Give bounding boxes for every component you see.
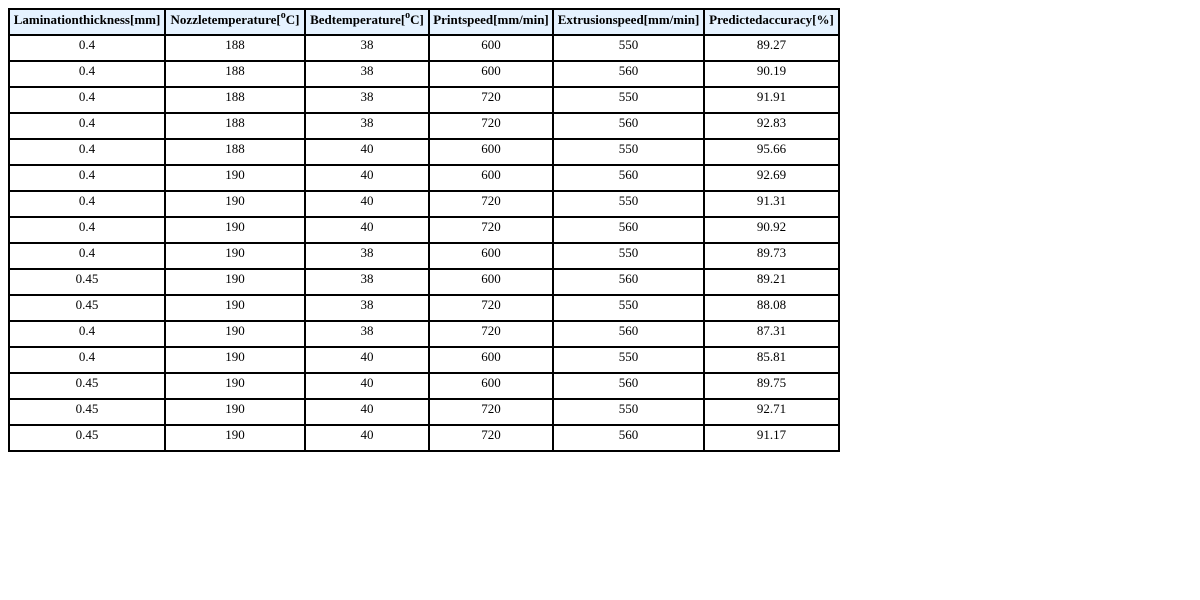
header-bed-temperature-post: C] <box>410 12 424 27</box>
cell-nozzle-temperature: 190 <box>165 321 305 347</box>
table-body <box>9 35 839 451</box>
header-bed-temperature-sup: o <box>405 9 411 21</box>
cell-nozzle-temperature: 190 <box>165 295 305 321</box>
cell-lamination-thickness: 0.45 <box>9 425 165 451</box>
table-row <box>9 321 839 347</box>
header-nozzle-temperature <box>165 9 305 35</box>
cell-bed-temperature: 40 <box>305 399 429 425</box>
table-row <box>9 269 839 295</box>
table-row <box>9 243 839 269</box>
header-print-speed <box>429 9 553 35</box>
cell-bed-temperature: 40 <box>305 165 429 191</box>
cell-bed-temperature: 40 <box>305 373 429 399</box>
cell-nozzle-temperature: 188 <box>165 61 305 87</box>
cell-predicted-accuracy: 87.31 <box>704 321 839 347</box>
header-predicted-accuracy <box>704 9 839 35</box>
cell-bed-temperature: 38 <box>305 321 429 347</box>
cell-lamination-thickness: 0.45 <box>9 295 165 321</box>
cell-extrusion-speed: 560 <box>553 269 704 295</box>
header-extrusion-speed-text: Extrusionspeed[mm/min] <box>557 12 700 27</box>
cell-nozzle-temperature: 190 <box>165 399 305 425</box>
cell-predicted-accuracy: 95.66 <box>704 139 839 165</box>
cell-nozzle-temperature: 188 <box>165 87 305 113</box>
table-row <box>9 113 839 139</box>
table-row <box>9 139 839 165</box>
cell-lamination-thickness: 0.4 <box>9 243 165 269</box>
table-row <box>9 399 839 425</box>
header-bed-temperature-pre: Bedtemperature[ <box>310 12 406 27</box>
header-nozzle-temperature-post: C] <box>285 12 300 27</box>
header-extrusion-speed <box>553 9 704 35</box>
cell-lamination-thickness: 0.4 <box>9 347 165 373</box>
cell-extrusion-speed: 560 <box>553 165 704 191</box>
cell-nozzle-temperature: 190 <box>165 217 305 243</box>
table-row <box>9 295 839 321</box>
cell-print-speed: 720 <box>429 425 553 451</box>
cell-extrusion-speed: 560 <box>553 373 704 399</box>
cell-extrusion-speed: 560 <box>553 113 704 139</box>
header-bed-temperature <box>305 9 429 35</box>
cell-extrusion-speed: 550 <box>553 35 704 61</box>
cell-print-speed: 720 <box>429 113 553 139</box>
cell-lamination-thickness: 0.4 <box>9 61 165 87</box>
cell-extrusion-speed: 560 <box>553 425 704 451</box>
cell-lamination-thickness: 0.4 <box>9 35 165 61</box>
cell-predicted-accuracy: 89.21 <box>704 269 839 295</box>
table-row <box>9 35 839 61</box>
cell-print-speed: 600 <box>429 61 553 87</box>
cell-bed-temperature: 38 <box>305 61 429 87</box>
cell-bed-temperature: 38 <box>305 113 429 139</box>
cell-extrusion-speed: 550 <box>553 347 704 373</box>
cell-print-speed: 720 <box>429 217 553 243</box>
cell-nozzle-temperature: 190 <box>165 165 305 191</box>
cell-predicted-accuracy: 91.91 <box>704 87 839 113</box>
table-row <box>9 191 839 217</box>
cell-predicted-accuracy: 90.92 <box>704 217 839 243</box>
cell-bed-temperature: 38 <box>305 295 429 321</box>
cell-bed-temperature: 40 <box>305 217 429 243</box>
cell-nozzle-temperature: 190 <box>165 347 305 373</box>
cell-nozzle-temperature: 190 <box>165 269 305 295</box>
cell-print-speed: 600 <box>429 347 553 373</box>
cell-predicted-accuracy: 89.73 <box>704 243 839 269</box>
cell-lamination-thickness: 0.45 <box>9 373 165 399</box>
table-row <box>9 373 839 399</box>
cell-predicted-accuracy: 88.08 <box>704 295 839 321</box>
cell-print-speed: 720 <box>429 399 553 425</box>
cell-predicted-accuracy: 92.83 <box>704 113 839 139</box>
cell-print-speed: 720 <box>429 191 553 217</box>
cell-predicted-accuracy: 92.71 <box>704 399 839 425</box>
table-row <box>9 217 839 243</box>
cell-print-speed: 600 <box>429 373 553 399</box>
cell-lamination-thickness: 0.4 <box>9 321 165 347</box>
cell-extrusion-speed: 550 <box>553 295 704 321</box>
cell-lamination-thickness: 0.45 <box>9 399 165 425</box>
table-row <box>9 165 839 191</box>
cell-predicted-accuracy: 92.69 <box>704 165 839 191</box>
cell-nozzle-temperature: 188 <box>165 139 305 165</box>
cell-lamination-thickness: 0.4 <box>9 165 165 191</box>
table-row <box>9 347 839 373</box>
cell-nozzle-temperature: 188 <box>165 35 305 61</box>
header-nozzle-temperature-sup: o <box>280 9 286 21</box>
cell-extrusion-speed: 550 <box>553 243 704 269</box>
cell-extrusion-speed: 550 <box>553 191 704 217</box>
cell-predicted-accuracy: 90.19 <box>704 61 839 87</box>
data-table <box>8 8 840 452</box>
data-table-container <box>8 8 840 452</box>
cell-bed-temperature: 40 <box>305 347 429 373</box>
cell-nozzle-temperature: 190 <box>165 373 305 399</box>
cell-nozzle-temperature: 188 <box>165 113 305 139</box>
cell-predicted-accuracy: 91.17 <box>704 425 839 451</box>
cell-print-speed: 600 <box>429 243 553 269</box>
table-row <box>9 87 839 113</box>
cell-print-speed: 720 <box>429 295 553 321</box>
cell-print-speed: 720 <box>429 321 553 347</box>
cell-nozzle-temperature: 190 <box>165 191 305 217</box>
cell-print-speed: 600 <box>429 139 553 165</box>
cell-lamination-thickness: 0.4 <box>9 217 165 243</box>
table-row <box>9 61 839 87</box>
cell-nozzle-temperature: 190 <box>165 425 305 451</box>
cell-bed-temperature: 38 <box>305 87 429 113</box>
cell-print-speed: 600 <box>429 165 553 191</box>
cell-predicted-accuracy: 85.81 <box>704 347 839 373</box>
cell-extrusion-speed: 560 <box>553 217 704 243</box>
cell-lamination-thickness: 0.4 <box>9 113 165 139</box>
cell-extrusion-speed: 550 <box>553 139 704 165</box>
cell-extrusion-speed: 550 <box>553 87 704 113</box>
cell-extrusion-speed: 550 <box>553 399 704 425</box>
cell-bed-temperature: 40 <box>305 191 429 217</box>
cell-predicted-accuracy: 91.31 <box>704 191 839 217</box>
cell-lamination-thickness: 0.4 <box>9 87 165 113</box>
header-row <box>9 9 839 35</box>
cell-lamination-thickness: 0.4 <box>9 139 165 165</box>
cell-predicted-accuracy: 89.75 <box>704 373 839 399</box>
cell-lamination-thickness: 0.4 <box>9 191 165 217</box>
table-row <box>9 425 839 451</box>
cell-extrusion-speed: 560 <box>553 61 704 87</box>
cell-bed-temperature: 38 <box>305 269 429 295</box>
header-lamination-thickness-text: Laminationthickness[mm] <box>13 12 161 27</box>
cell-print-speed: 720 <box>429 87 553 113</box>
header-nozzle-temperature-pre: Nozzletemperature[ <box>170 12 281 27</box>
header-predicted-accuracy-text: Predictedaccuracy[%] <box>709 12 834 27</box>
cell-print-speed: 600 <box>429 35 553 61</box>
cell-bed-temperature: 40 <box>305 139 429 165</box>
cell-predicted-accuracy: 89.27 <box>704 35 839 61</box>
cell-nozzle-temperature: 190 <box>165 243 305 269</box>
cell-lamination-thickness: 0.45 <box>9 269 165 295</box>
header-lamination-thickness <box>9 9 165 35</box>
cell-bed-temperature: 40 <box>305 425 429 451</box>
table-header <box>9 9 839 35</box>
cell-extrusion-speed: 560 <box>553 321 704 347</box>
cell-bed-temperature: 38 <box>305 35 429 61</box>
cell-bed-temperature: 38 <box>305 243 429 269</box>
header-print-speed-text: Printspeed[mm/min] <box>433 12 549 27</box>
cell-print-speed: 600 <box>429 269 553 295</box>
